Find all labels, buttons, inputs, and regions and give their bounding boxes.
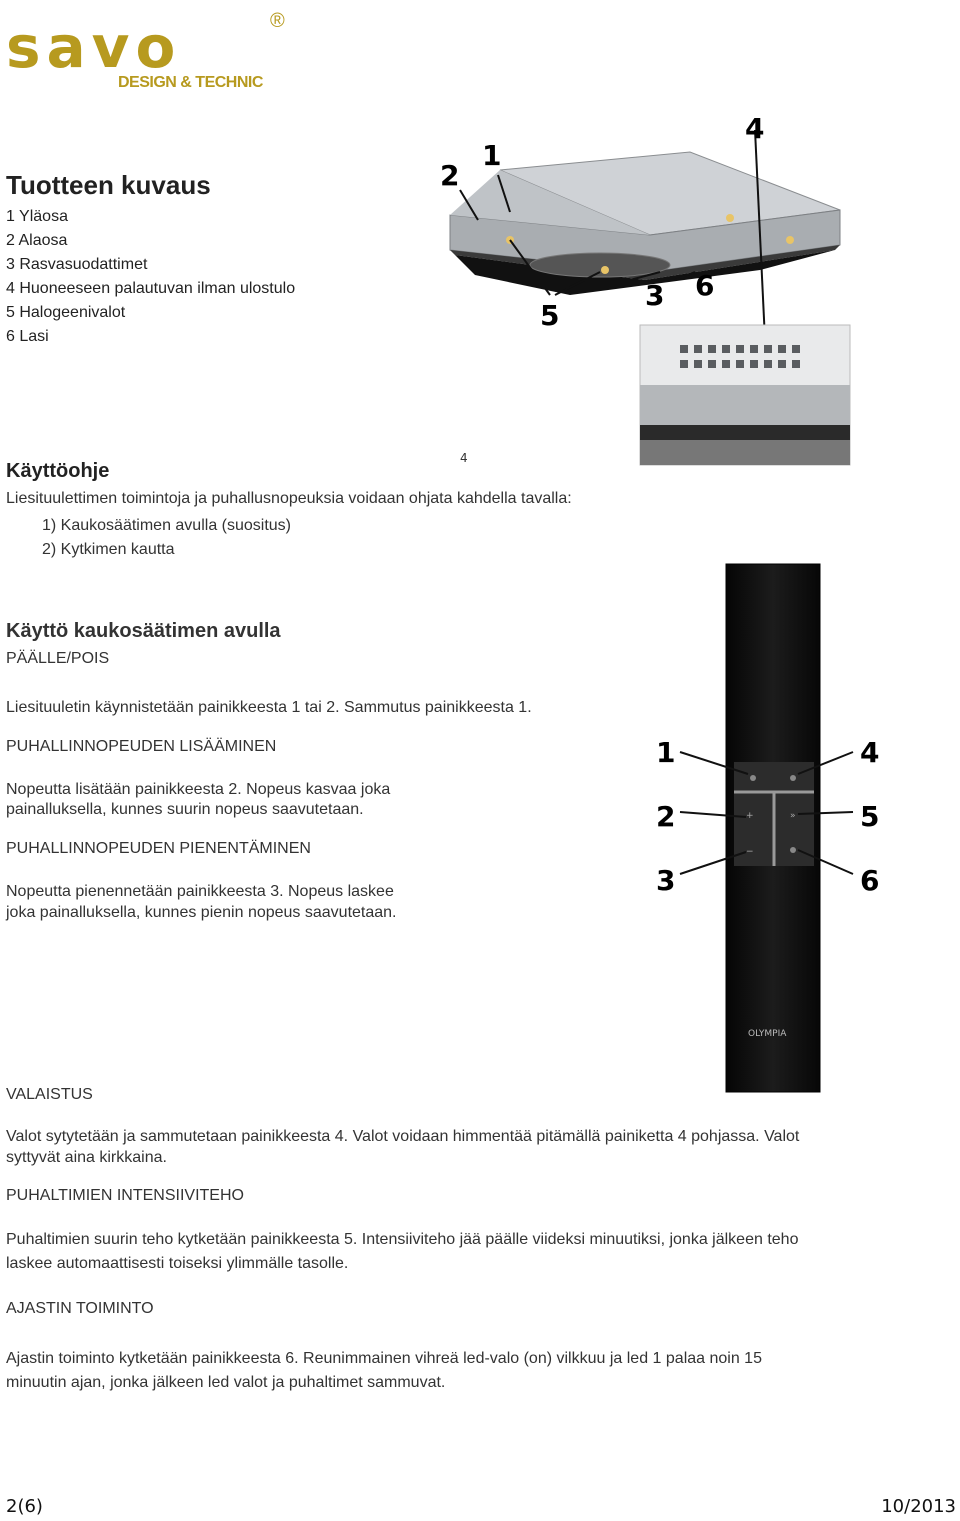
list-item: 4 Huoneeseen palautuvan ilman ulostulo [6, 280, 296, 297]
list-item: 5 Halogeenivalot [6, 304, 126, 321]
decrease-caption: PUHALLINNOPEUDEN PIENENTÄMINEN [6, 840, 311, 857]
hood-label-4: 4 [745, 112, 765, 145]
timer-text-line1: Ajastin toiminto kytketään painikkeesta 6. Reunimmainen vihreä led-valo (on) vilkkuu ja led 1 palaa noin 15 [6, 1350, 762, 1367]
remote-label-1: 1 [656, 736, 676, 769]
timer-text-line2: minuutin ajan, jonka jälkeen led valot ja puhaltimet sammuvat. [6, 1374, 446, 1391]
decrease-text-line2: joka painalluksella, kunnes pienin nopeus saavutetaan. [6, 904, 397, 921]
remote-section-title: Käyttö kaukosäätimen avulla [6, 620, 281, 642]
remote-label-5: 5 [860, 800, 880, 833]
logo-wordmark: savo [6, 13, 182, 81]
hood-label-1: 1 [482, 139, 502, 172]
hood-inset-caption: 4 [460, 451, 468, 465]
remote-label-2: 2 [656, 800, 676, 833]
usage-methods [42, 514, 291, 562]
list-item: 2 Alaosa [6, 232, 68, 249]
boost-icon: » [790, 811, 796, 821]
usage-intro: Liesituulettimen toimintoja ja puhallusnopeuksia voidaan ohjata kahdella tavalla: [6, 490, 572, 507]
onoff-text: Liesituuletin käynnistetään painikkeesta 1 tai 2. Sammutus painikkeesta 1. [6, 699, 532, 716]
remote-label-3: 3 [656, 864, 676, 897]
list-item: 2) Kytkimen kautta [42, 541, 175, 558]
usage-title: Käyttöohje [6, 460, 110, 482]
intensive-caption: PUHALTIMIEN INTENSIIVITEHO [6, 1187, 244, 1204]
increase-caption: PUHALLINNOPEUDEN LISÄÄMINEN [6, 738, 277, 755]
decrease-text-line1: Nopeutta pienennetään painikkeesta 3. Nopeus laskee [6, 883, 394, 900]
hood-illustration [430, 100, 860, 470]
list-item: 3 Rasvasuodattimet [6, 256, 148, 273]
increase-text-line2: painalluksella, kunnes suurin nopeus saavutetaan. [6, 801, 364, 818]
page-number: 2(6) [6, 1496, 43, 1517]
intensive-text-line1: Puhaltimien suurin teho kytketään painikkeesta 5. Intensiiviteho jää päälle viideksi minuutiksi, jonka jälkeen teho [6, 1231, 799, 1248]
remote-label-4: 4 [860, 736, 880, 769]
lighting-text-line2: syttyvät aina kirkkaina. [6, 1149, 167, 1166]
hood-label-3: 3 [645, 279, 665, 312]
speed-up-icon: + [746, 811, 754, 821]
remote-brand: OLYMPIA [748, 1029, 787, 1039]
remote-label-6: 6 [860, 864, 880, 897]
timer-icon [790, 847, 796, 853]
remote-illustration [648, 562, 888, 1094]
intensive-text-line2: laskee automaattisesti toiseksi ylimmälle tasolle. [6, 1255, 349, 1272]
light-icon [790, 775, 796, 781]
logo-registered-mark: ® [270, 10, 285, 32]
lighting-text-line1: Valot sytytetään ja sammutetaan painikkeesta 4. Valot voidaan himmentää pitämällä painiketta 4 pohjassa. Valot [6, 1128, 800, 1145]
list-item: 1) Kaukosäätimen avulla (suositus) [42, 517, 292, 534]
hood-label-6: 6 [695, 269, 715, 302]
hood-label-2: 2 [440, 159, 460, 192]
list-item: 6 Lasi [6, 328, 49, 345]
increase-text-line1: Nopeutta lisätään painikkeesta 2. Nopeus kasvaa joka [6, 781, 391, 798]
document-date: 10/2013 [881, 1496, 956, 1517]
product-parts-list [6, 205, 295, 349]
logo-tagline: DESIGN & TECHNIC [118, 74, 263, 91]
timer-caption: AJASTIN TOIMINTO [6, 1300, 154, 1317]
power-icon [750, 775, 756, 781]
product-title: Tuotteen kuvaus [6, 170, 211, 200]
onoff-caption: PÄÄLLE/POIS [6, 650, 110, 667]
hood-label-5: 5 [540, 299, 560, 332]
list-item: 1 Yläosa [6, 208, 68, 225]
lighting-caption: VALAISTUS [6, 1086, 93, 1103]
speed-down-icon: − [746, 847, 754, 857]
